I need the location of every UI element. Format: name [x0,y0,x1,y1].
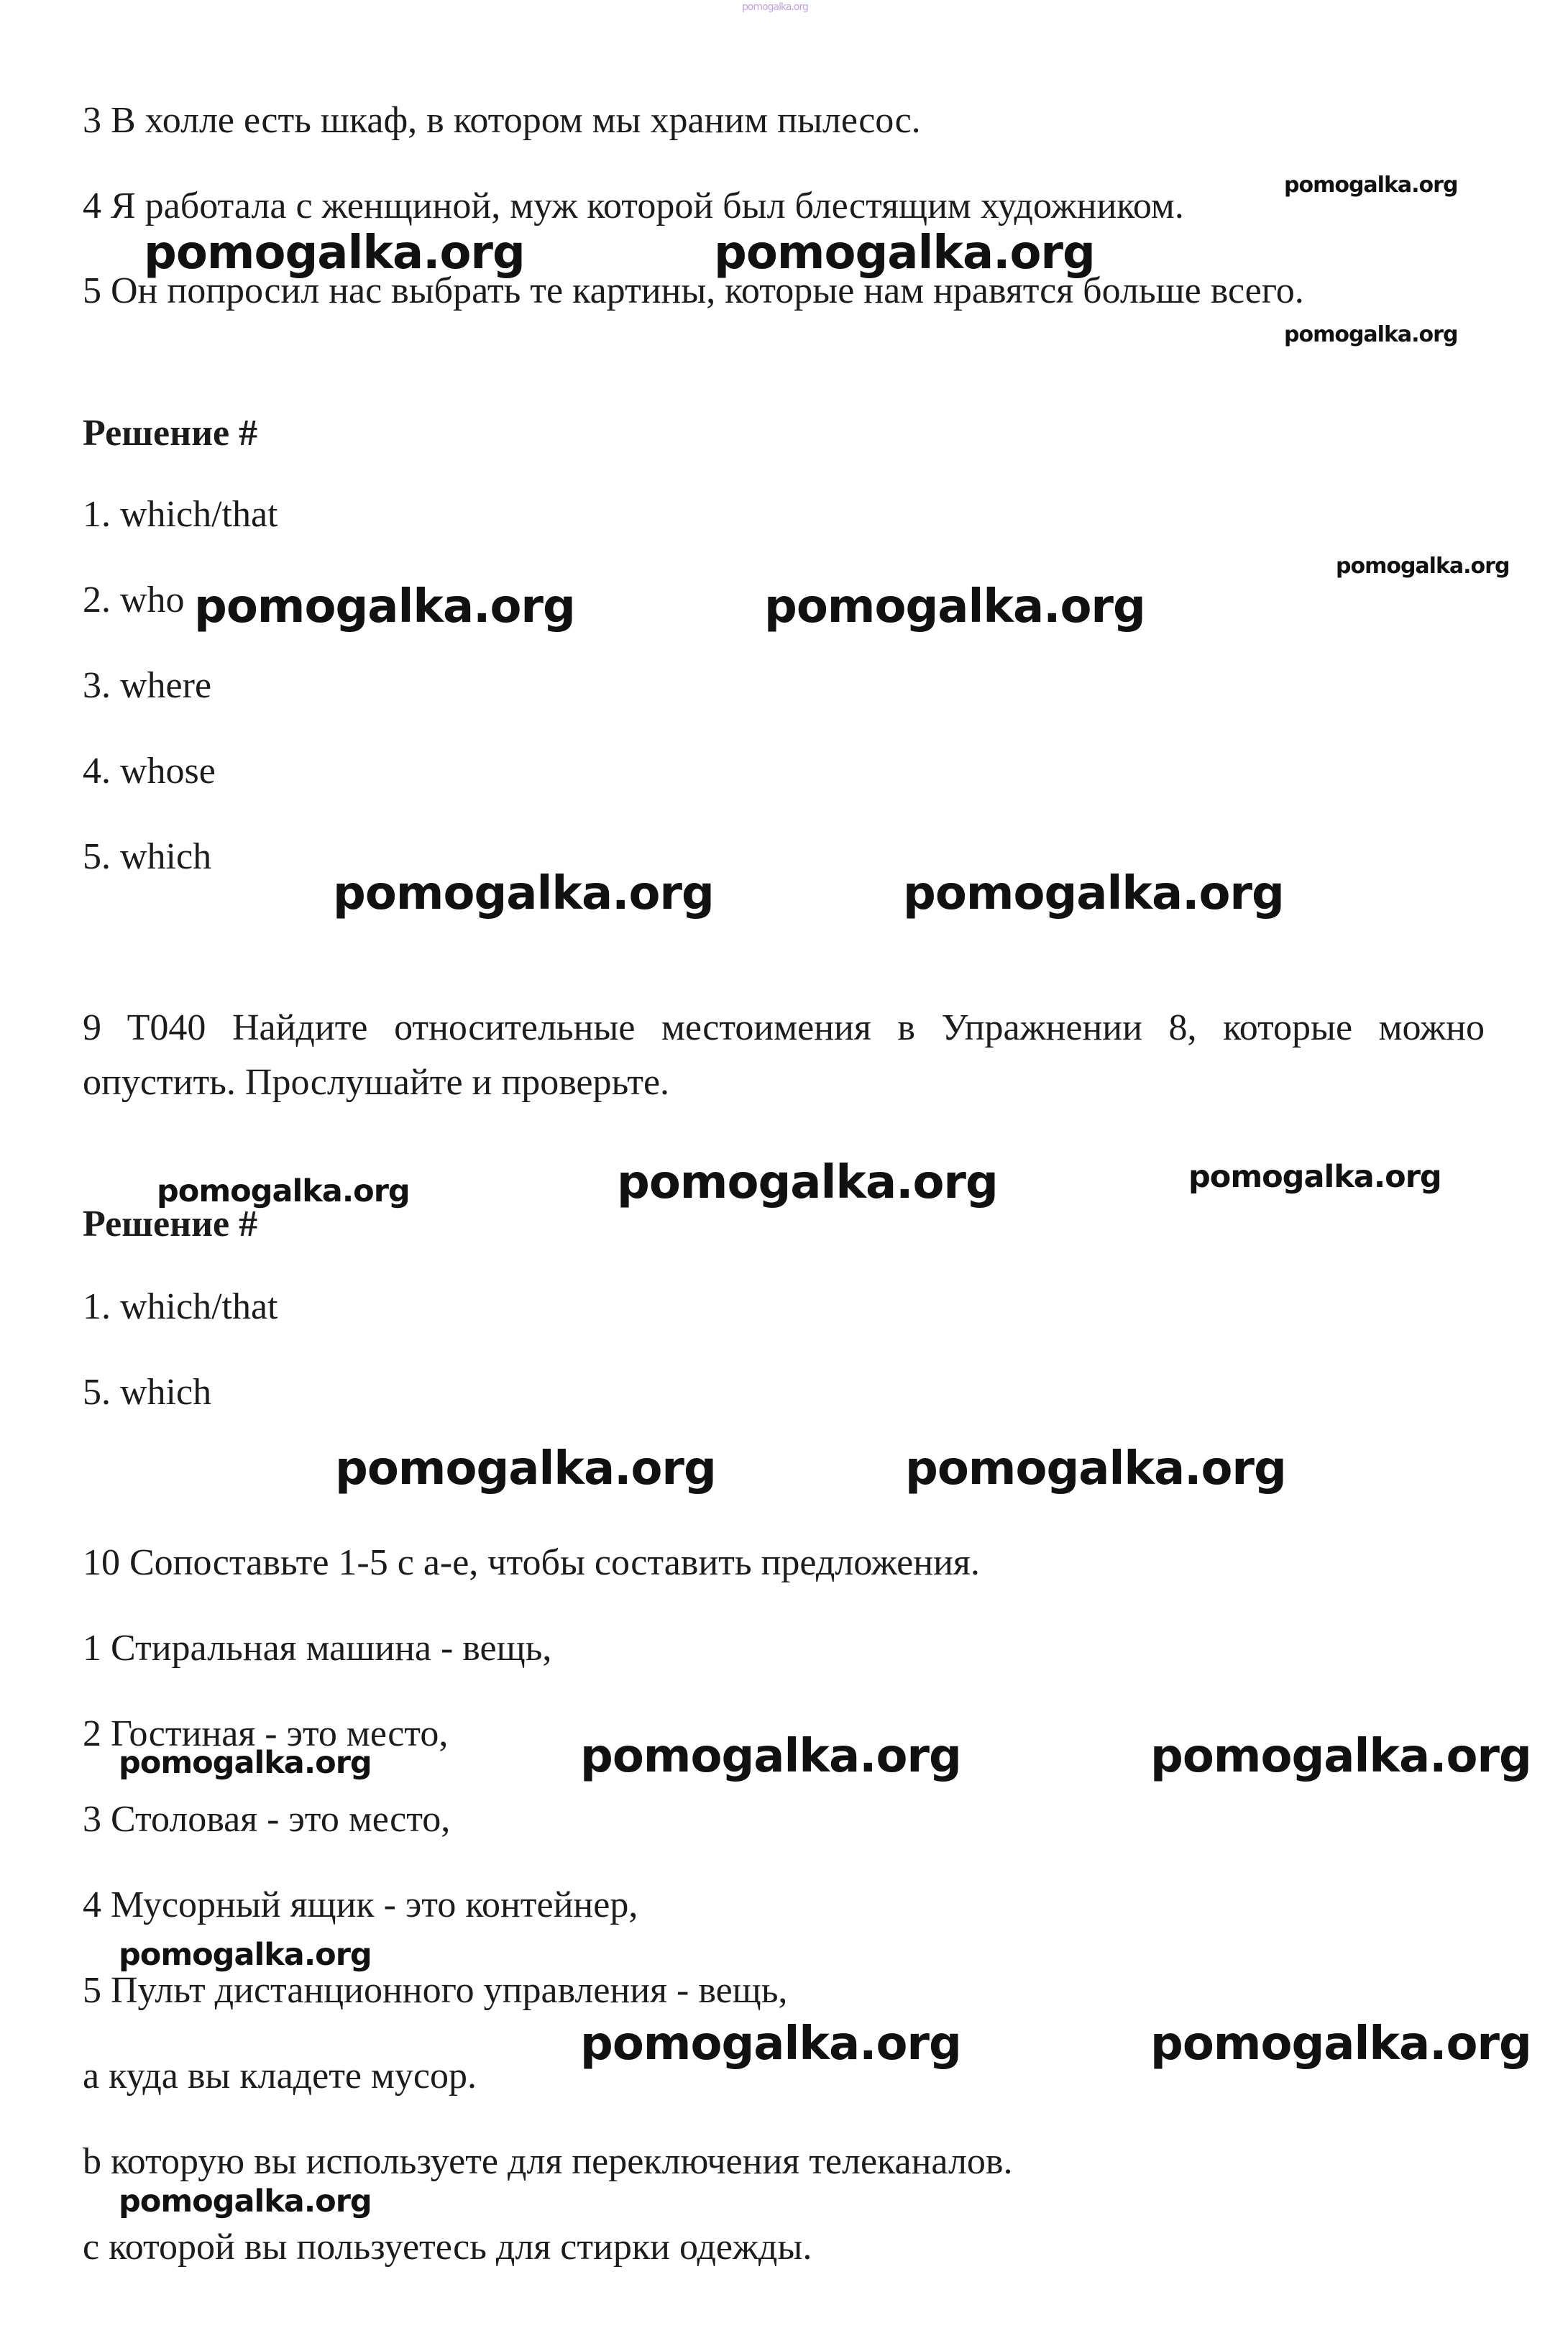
answer-1: 1. which/that [83,494,278,535]
sentence-3: 3 В холле есть шкаф, в котором мы храним пылесос. [83,100,921,141]
exercise-10-title: 10 Сопоставьте 1-5 с a-e, чтобы составить предложения. [83,1542,980,1583]
match-option-a: a куда вы кладете мусор. [83,2056,477,2096]
answer-1-ex9: 1. which/that [83,1286,278,1327]
watermark: pomogalka.org [1284,322,1458,347]
watermark: pomogalka.org [1150,1730,1531,1783]
exercise-9-text: 9 T040 Найдите относительные местоимения в Упражнении 8, которые можно опустить. Прослушайте и проверьте. [83,1007,1485,1103]
match-item-1: 1 Стиральная машина - вещь, [83,1628,552,1669]
match-item-2: 2 Гостиная - это место, [83,1713,449,1754]
answer-3: 3. where [83,665,212,706]
header-watermark: pomogalka.org [742,1,808,13]
watermark: pomogalka.org [144,226,525,280]
watermark: pomogalka.org [119,2183,372,2219]
match-item-4: 4 Мусорный ящик - это контейнер, [83,1884,638,1925]
match-option-b: b которую вы используете для переключения телеканалов. [83,2141,1013,2182]
match-item-5: 5 Пульт дистанционного управления - вещь, [83,1970,788,2011]
watermark: pomogalka.org [1284,173,1458,198]
watermark: pomogalka.org [1188,1159,1441,1195]
answer-5: 5. which [83,836,212,877]
answer-5-ex9: 5. which [83,1372,212,1413]
watermark: pomogalka.org [119,1937,372,1973]
watermark: pomogalka.org [335,1442,716,1495]
watermark: pomogalka.org [157,1173,410,1209]
solution-heading-1: Решение # [83,413,258,454]
match-option-c: c которой вы пользуетесь для стирки одежды. [83,2227,812,2268]
watermark: pomogalka.org [905,1442,1286,1495]
watermark: pomogalka.org [119,1745,372,1781]
answer-4: 4. whose [83,751,216,792]
watermark: pomogalka.org [714,226,1095,280]
watermark: pomogalka.org [194,580,575,633]
watermark: pomogalka.org [1336,554,1510,579]
watermark: pomogalka.org [617,1156,998,1209]
watermark: pomogalka.org [580,2017,961,2071]
answer-2: 2. who [83,579,185,620]
watermark: pomogalka.org [903,867,1284,920]
match-item-3: 3 Столовая - это место, [83,1799,451,1840]
sentence-4: 4 Я работала с женщиной, муж которой был блестящим художником. [83,185,1184,226]
watermark: pomogalka.org [580,1730,961,1783]
watermark: pomogalka.org [1150,2017,1531,2071]
sentence-5: 5 Он попросил нас выбрать те картины, которые нам нравятся больше всего. [83,270,1304,311]
watermark: pomogalka.org [764,580,1145,633]
solution-heading-2: Решение # [83,1204,258,1245]
watermark: pomogalka.org [333,867,714,920]
